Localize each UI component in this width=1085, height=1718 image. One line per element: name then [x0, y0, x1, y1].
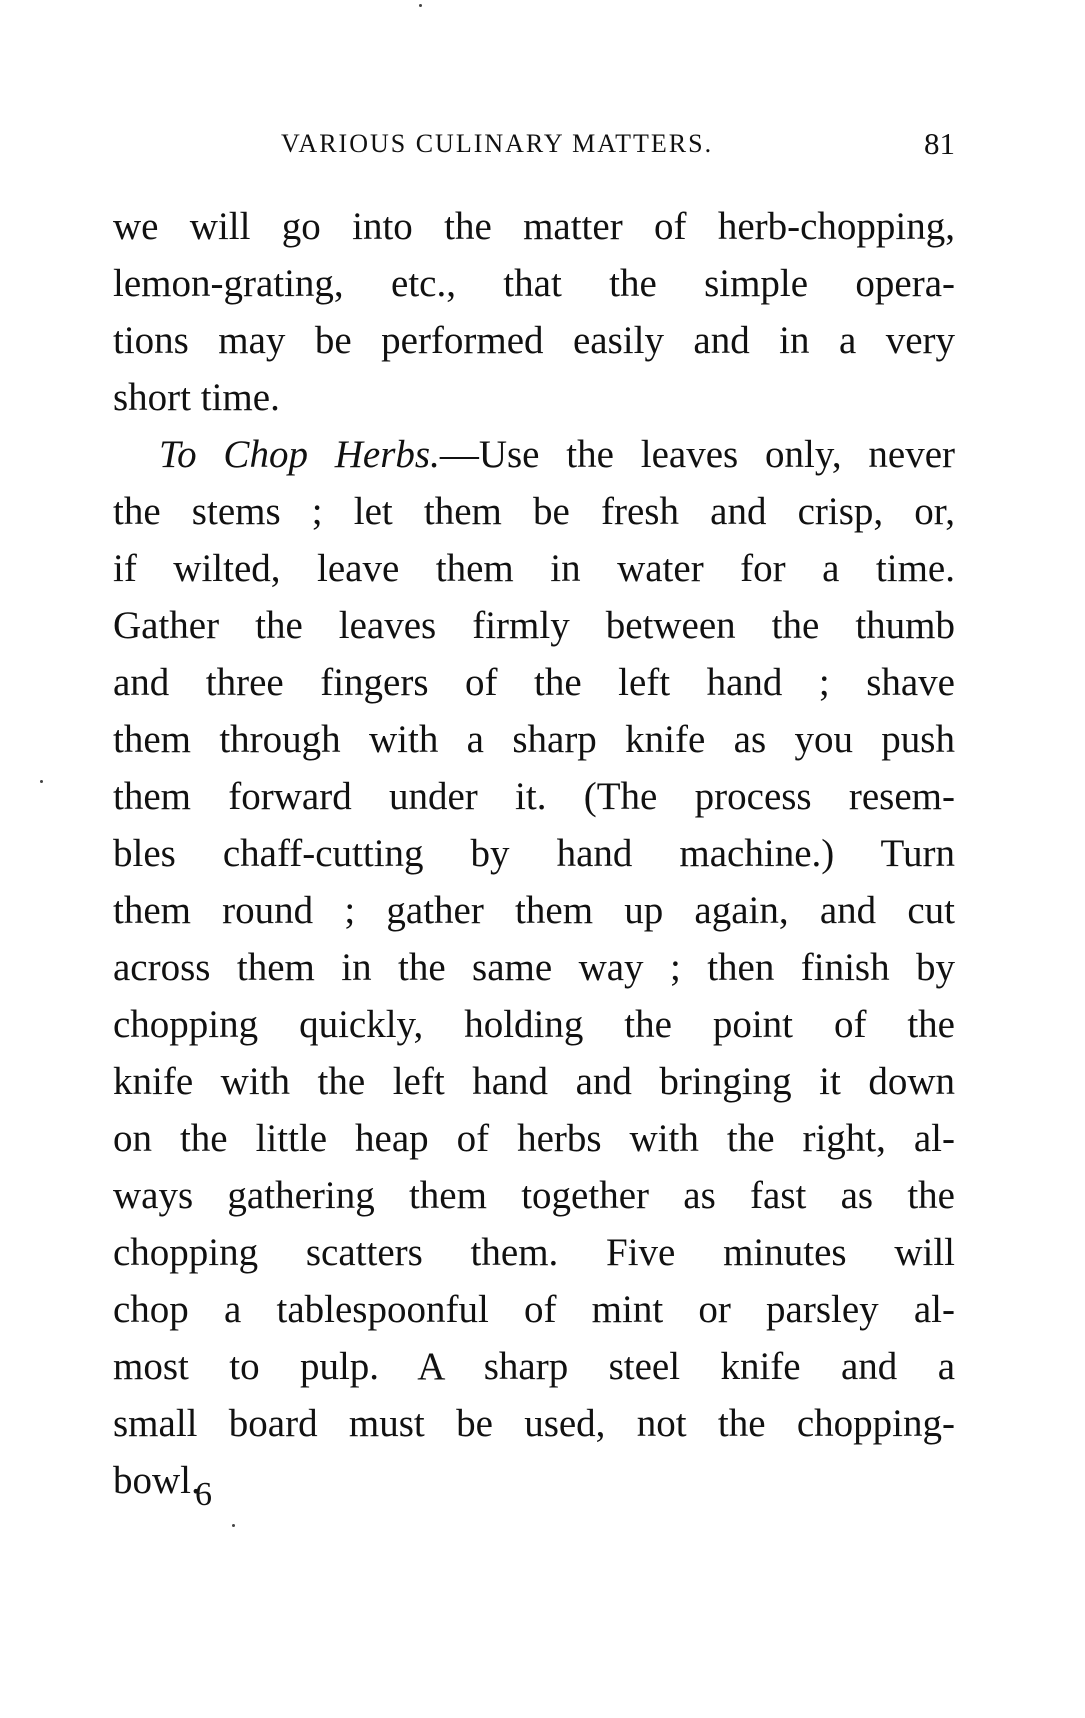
- text-line: them forward under it. (The process resem-: [113, 775, 955, 818]
- text-line: knife with the left hand and bringing it down: [113, 1060, 955, 1103]
- running-head: [113, 124, 955, 164]
- text-line: lemon-grating, etc., that the simple opera-: [113, 262, 955, 305]
- lead-text: —Use the leaves only, never: [439, 433, 956, 476]
- text-line: across them in the same way ; then finish by: [113, 946, 955, 989]
- text-line: Gather the leaves firmly between the thumb: [113, 604, 955, 647]
- text-line: if wilted, leave them in water for a time.: [113, 547, 955, 590]
- text-line: ways gathering them together as fast as the: [113, 1174, 955, 1217]
- text-line: bowl.: [113, 1459, 201, 1502]
- running-title: VARIOUS CULINARY MATTERS.: [281, 129, 714, 158]
- body-text: [113, 198, 955, 1509]
- signature-mark: 6: [195, 1476, 212, 1513]
- text-line: most to pulp. A sharp steel knife and a: [113, 1345, 955, 1388]
- text-line: on the little heap of herbs with the right, al-: [113, 1117, 955, 1160]
- text-line: and three fingers of the left hand ; shave: [113, 661, 955, 704]
- ink-speck: [419, 4, 422, 7]
- text-line: bles chaff-cutting by hand machine.) Turn: [113, 832, 955, 875]
- ink-speck: [232, 1524, 235, 1527]
- text-line: chop a tablespoonful of mint or parsley al-: [113, 1288, 955, 1331]
- text-line: short time.: [113, 376, 280, 419]
- text-line: we will go into the matter of herb-chopping,: [113, 205, 955, 248]
- text-line: the stems ; let them be fresh and crisp, or,: [113, 490, 955, 533]
- paragraph-lead-line: [113, 426, 955, 483]
- text-line: small board must be used, not the chopping-: [113, 1402, 955, 1445]
- text-line: chopping quickly, holding the point of the: [113, 1003, 955, 1046]
- ink-speck: [40, 780, 43, 783]
- text-line: chopping scatters them. Five minutes will: [113, 1231, 955, 1274]
- page-number: 81: [924, 126, 955, 161]
- text-line: them through with a sharp knife as you push: [113, 718, 955, 761]
- section-heading-italic: To Chop Herbs.: [159, 433, 440, 476]
- text-line: them round ; gather them up again, and cut: [113, 889, 955, 932]
- text-line: tions may be performed easily and in a very: [113, 319, 955, 362]
